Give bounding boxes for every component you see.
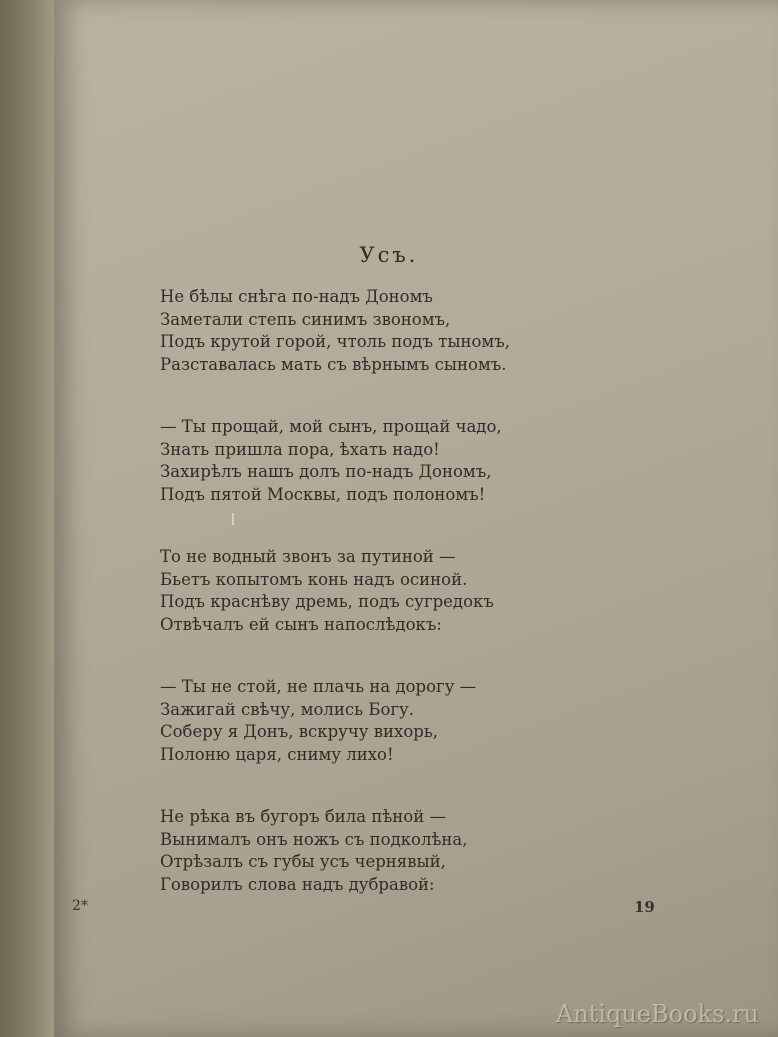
poem-line: Не бѣлы снѣга по-надъ Дономъ [160,287,433,306]
poem-line: Отрѣзалъ съ губы усъ чернявый, [160,852,446,871]
poem-line: Вынималъ онъ ножъ съ подколѣна, [160,829,468,849]
book-spine-shadow [0,0,60,1037]
poem-line: — Ты не стой, не плачь на дорогу — [160,677,477,696]
stanza-4 [160,676,620,766]
poem-line: Полоню царя, сниму лихо! [160,744,394,764]
poem-line: — Ты прощай, мой сынъ, прощай чадо, [160,417,502,436]
poem-line: Бьетъ копытомъ конь надъ осиной. [160,569,468,589]
poem-line: Соберу я Донъ, вскручу вихорь, [160,722,439,741]
poem-title: Усъ. [359,243,419,267]
poem-body [160,286,620,936]
poem-line: Захирѣлъ нашъ долъ по-надъ Дономъ, [160,462,492,481]
poem-line: Подъ крутой горой, чтоль подъ тыномъ, [160,332,510,351]
poem-line: Говорилъ слова надъ дубравой: [160,874,435,894]
stanza-5 [160,806,620,896]
poem-line: Зажигай свѣчу, молись Богу. [160,699,414,719]
poem-line: Знать пришла пора, ѣхать надо! [160,439,440,459]
page-number: 19 [634,898,655,916]
signature-mark: 2* [72,898,88,914]
poem-line: То не водный звонъ за путиной — [160,547,456,566]
stanza-3 [160,546,620,636]
watermark: AntiqueBooks.ru [556,1000,760,1028]
poem-line: Разставалась мать съ вѣрнымъ сыномъ. [160,354,507,374]
poem-line: Отвѣчалъ ей сынъ напослѣдокъ: [160,614,442,634]
poem-line: Не рѣка въ бугоръ била пѣной — [160,807,446,826]
poem-line: Заметали степь синимъ звономъ, [160,309,451,329]
poem-line: Подъ пятой Москвы, подъ полономъ! [160,484,486,504]
stanza-2 [160,416,620,506]
poem-line: Подъ краснѣву дремь, подъ сугредокъ [160,592,494,611]
stanza-1 [160,286,620,376]
